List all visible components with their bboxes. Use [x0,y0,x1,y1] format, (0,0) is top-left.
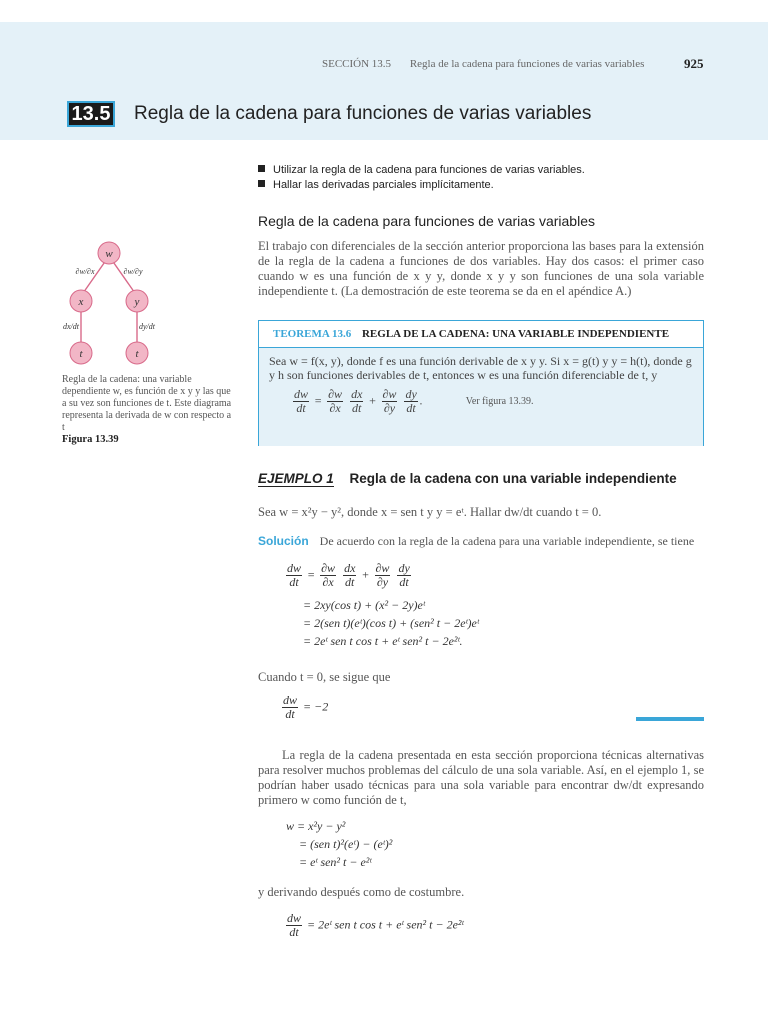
derivation-step: = 2(sen t)(eᵗ)(cos t) + (sen² t − 2eᵗ)eᵗ [303,616,479,630]
final-formula: $\frac{dw}{dt}$ = 2eᵗ sen t cos t + eᵗ sen² t − 2e²ᵗ [287,911,464,939]
example-statement: Sea w = x²y − y², donde x = sen t y y = eᵗ. Hallar dw/dt cuando t = 0. [258,505,602,519]
solution-text: De acuerdo con la regla de la cadena para una variable independiente, se tiene [319,534,695,548]
edge-label-dwdx: ∂w/∂x [75,267,95,276]
after-text: y derivando después como de costumbre. [258,885,465,899]
theorem-name: REGLA DE LA CADENA: UNA VARIABLE INDEPENDIENTE [361,328,670,340]
bullet-square-icon [258,165,265,172]
theorem-header [259,321,703,348]
intro-paragraph: El trabajo con diferenciales de la sección anterior proporciona las bases para la extensión de la regla de la cadena a funciones de dos variables. Hay dos casos: el primer caso cuando w es una función de x y y, donde x y y son funciones de una sola variable independiente t. (La demostración de este teorema se da en el apéndice A.) [258,239,704,298]
running-head [322,58,660,70]
label-w: w [105,248,113,260]
figure-label: Figura 13.39 [62,434,119,445]
theorem-text: Sea w = f(x, y), donde f es una función derivable de x y y. Si x = g(t) y y = h(t), donde g y h son funciones derivables de t, entonces w es una función diferenciable de t, y [269,354,692,382]
closing-paragraph: La regla de la cadena presentada en esta sección proporciona técnicas alternativas para resolver muchos problemas del cálculo de una sola variable. Así, en el ejemplo 1, se podrían haber usado técnicas para una sola variable para encontrar dw/dt expresando primero w como función de t, [258,748,704,807]
figure-caption: Regla de la cadena: una variable dependiente w, es función de x y y las que a su vez son funciones de t. Este diagrama representa la derivada de w con respecto a t Figura 13.39 [62,374,232,445]
running-head-title: Regla de la cadena para funciones de varias variables [409,58,645,70]
solution-label: Solución [258,534,309,548]
label-y: y [134,296,140,308]
example-end-rule [636,717,704,721]
edge-label-dxdt: dx/dt [63,322,79,331]
derivation-first-line: $\frac{dw}{dt}$ = $\frac{\partial w}{\partial x}$ $\frac{dx}{dt}$ + $\frac{\partial w}{\partial y}$ $\frac{dy}{dt}$ [287,561,410,589]
theorem-see-figure: Ver figura 13.39. [465,396,534,408]
theorem-number: TEOREMA 13.6 [273,328,352,340]
solution-line [258,534,694,549]
subsection-heading: Regla de la cadena para funciones de varias variables [258,213,595,229]
section-title: Regla de la cadena para funciones de varias variables [134,103,592,124]
bullet-square-icon [258,180,265,187]
derivation-step: = 2eᵗ sen t cos t + eᵗ sen² t − 2e²ᵗ. [303,634,463,648]
theorem-body [259,348,703,446]
running-head-section: SECCIÓN 13.5 [322,58,392,70]
label-x: x [78,296,84,308]
example-heading [258,471,677,486]
example-tag: EJEMPLO 1 [258,471,334,486]
label-t-right: t [135,348,139,360]
closing-line: = eᵗ sen² t − e²ᵗ [299,855,372,869]
section-badge: 13.5 [67,101,115,127]
label-t-left: t [79,348,83,360]
example-title: Regla de la cadena con una variable independiente [349,471,677,486]
edge-label-dwdy: ∂w/∂y [123,267,143,276]
theorem-box [258,320,704,446]
closing-line: = (sen t)²(eᵗ) − (eᵗ)² [299,837,393,851]
page-number: 925 [684,56,704,71]
closing-line: w = x²y − y² [286,819,346,833]
when-text: Cuando t = 0, se sigue que [258,670,391,684]
objective-item: Hallar las derivadas parciales implícitamente. [258,178,708,193]
result-formula: $\frac{dw}{dt}$ = −2 [283,693,329,721]
objective-item: Utilizar la regla de la cadena para funciones de varias variables. [258,163,708,178]
theorem-formula: $\frac{dw}{dt}$ = $\frac{\partial w}{\partial x}$ $\frac{dx}{dt}$ + $\frac{\partial w}{\partial y}$ $\frac{dy}{dt}$ . Ver figura 13.39. [294,387,534,415]
objectives-list [258,163,708,193]
edge-label-dydt: dy/dt [139,322,155,331]
chain-rule-tree-diagram [55,236,185,376]
derivation-step: = 2xy(cos t) + (x² − 2y)eᵗ [303,598,425,612]
